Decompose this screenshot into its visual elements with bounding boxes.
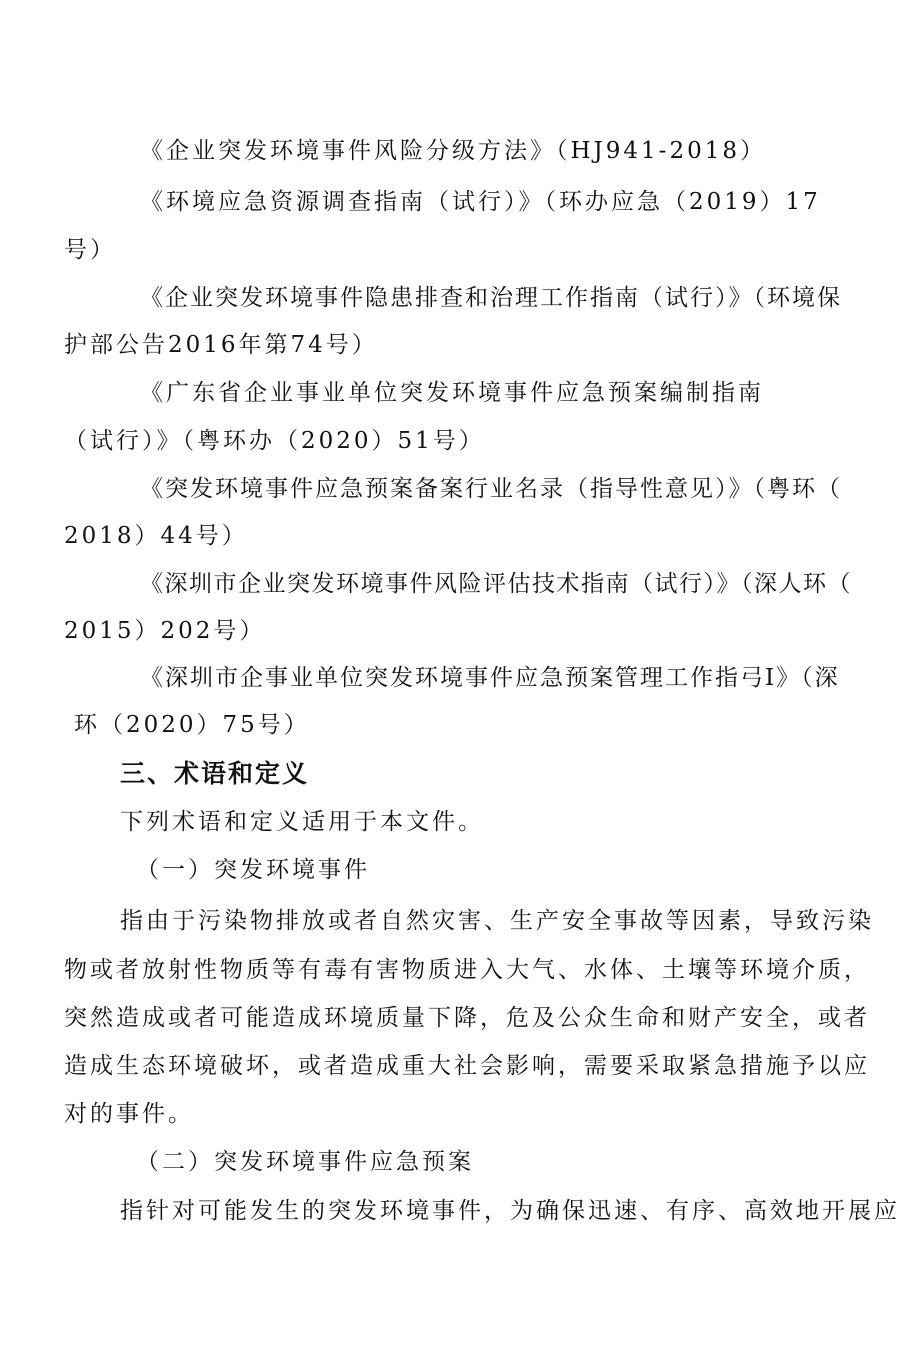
term-1-line-4: 造成生态环境破坏，或者造成重大社会影响，需要采取紧急措施予以应: [64, 1053, 870, 1079]
reference-6: 《深圳市企业突发环境事件风险评估技术指南（试行）》（深人环（: [140, 571, 852, 597]
reference-7-cont: 环（2020）75号）: [74, 712, 310, 738]
term-1-title: （一）突发环境事件: [136, 857, 370, 883]
reference-3: 《企业突发环境事件隐患排查和治理工作指南（试行）》（环境保: [140, 285, 842, 311]
reference-4-cont: （试行）》（粤环办（2020）51号）: [64, 428, 485, 454]
term-2-title: （二）突发环境事件应急预案: [136, 1149, 474, 1175]
reference-5-cont: 2018）44号）: [64, 523, 248, 549]
section-heading: 三、术语和定义: [120, 759, 310, 788]
reference-4: 《广东省企业事业单位突发环境事件应急预案编制指南: [140, 380, 764, 406]
reference-1: 《企业突发环境事件风险分级方法》（HJ941-2018）: [140, 138, 766, 164]
term-1-line-3: 突然造成或者可能造成环境质量下降，危及公众生命和财产安全，或者: [64, 1005, 870, 1031]
reference-6-cont: 2015）202号）: [64, 618, 266, 644]
reference-5: 《突发环境事件应急预案备案行业名录（指导性意见）》（粤环（: [140, 476, 842, 502]
reference-3-cont: 护部公告2016年第74号）: [64, 332, 378, 358]
reference-2: 《环境应急资源调查指南（试行）》（环办应急（2019）17: [140, 189, 821, 215]
term-1-line-2: 物或者放射性物质等有毒有害物质进入大气、水体、土壤等环境介质，: [64, 957, 870, 983]
term-2-line-1: 指针对可能发生的突发环境事件，为确保迅速、有序、高效地开展应: [120, 1198, 900, 1224]
term-1-line-5: 对的事件。: [64, 1101, 194, 1127]
term-1-line-1: 指由于污染物排放或者自然灾害、生产安全事故等因素，导致污染: [120, 908, 874, 934]
reference-7: 《深圳市企事业单位突发环境事件应急预案管理工作指弓I》（深: [140, 665, 840, 691]
reference-2-cont: 号）: [64, 237, 116, 263]
section-intro: 下列术语和定义适用于本文件。: [120, 809, 484, 835]
